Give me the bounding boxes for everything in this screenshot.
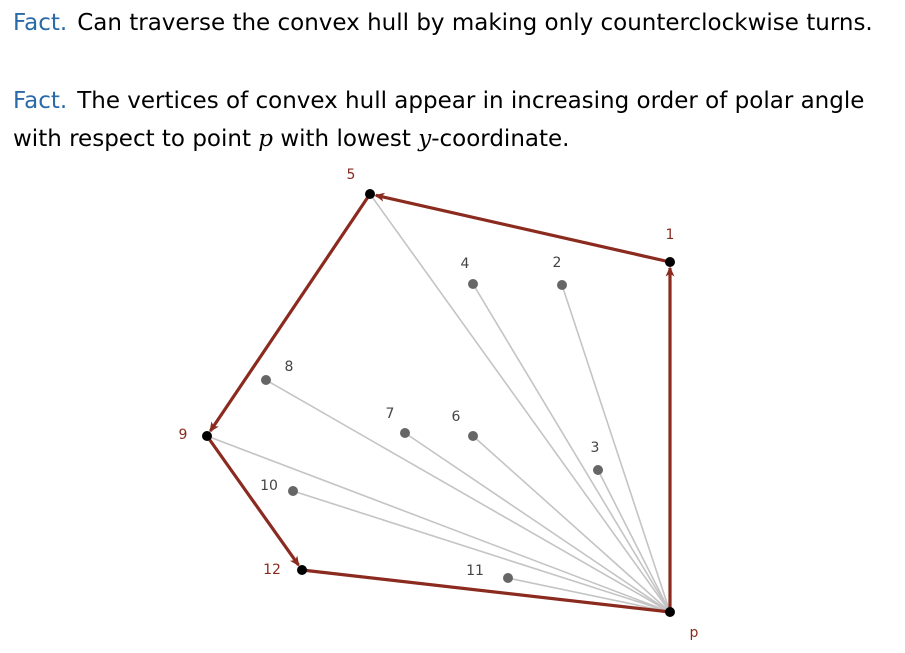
fact-2-text-end: -coordinate. <box>431 126 570 152</box>
fact-1-label: Fact. <box>13 10 68 36</box>
point-3 <box>593 465 603 475</box>
point-label-11: 11 <box>466 563 484 579</box>
ray-to-point-4 <box>473 284 670 612</box>
point-label-9: 9 <box>178 427 188 443</box>
hull-edge-9-to-12 <box>207 436 299 565</box>
point-label-6: 6 <box>451 409 461 425</box>
point-10 <box>288 486 298 496</box>
point-label-7: 7 <box>385 406 395 422</box>
fact-2-var-y: y <box>418 126 432 152</box>
ray-to-point-10 <box>293 491 670 612</box>
point-label-12: 12 <box>263 562 281 578</box>
fact-2-var-p: p <box>258 126 274 152</box>
polar-rays-group <box>207 194 670 612</box>
point-label-1: 1 <box>665 227 675 243</box>
fact-2-text-line1: The vertices of convex hull appear in increasing order of polar angle <box>77 88 865 114</box>
fact-2-text-line2-start: with respect to point <box>13 126 259 152</box>
point-4 <box>468 279 478 289</box>
point-9 <box>202 431 212 441</box>
point-label-4: 4 <box>460 256 470 272</box>
point-6 <box>468 431 478 441</box>
point-label-8: 8 <box>284 359 294 375</box>
fact-1-text: Can traverse the convex hull by making only counterclockwise turns. <box>77 10 873 36</box>
hull-edge-5-to-9 <box>210 194 370 431</box>
point-5 <box>365 189 375 199</box>
point-label-3: 3 <box>590 440 600 456</box>
point-7 <box>400 428 410 438</box>
point-label-p: p <box>689 625 699 641</box>
point-label-2: 2 <box>552 255 562 271</box>
point-8 <box>261 375 271 385</box>
fact-2-text-middle: with lowest <box>273 126 419 152</box>
point-1 <box>665 257 675 267</box>
point-12 <box>297 565 307 575</box>
fact-2-label: Fact. <box>13 88 68 114</box>
point-label-5: 5 <box>346 167 356 183</box>
point-label-10: 10 <box>260 478 278 494</box>
point-11 <box>503 573 513 583</box>
point-labels-group <box>179 167 699 641</box>
ray-to-point-5 <box>370 194 670 612</box>
point-p <box>665 607 675 617</box>
point-2 <box>557 280 567 290</box>
hull-edge-1-to-5 <box>376 195 670 262</box>
